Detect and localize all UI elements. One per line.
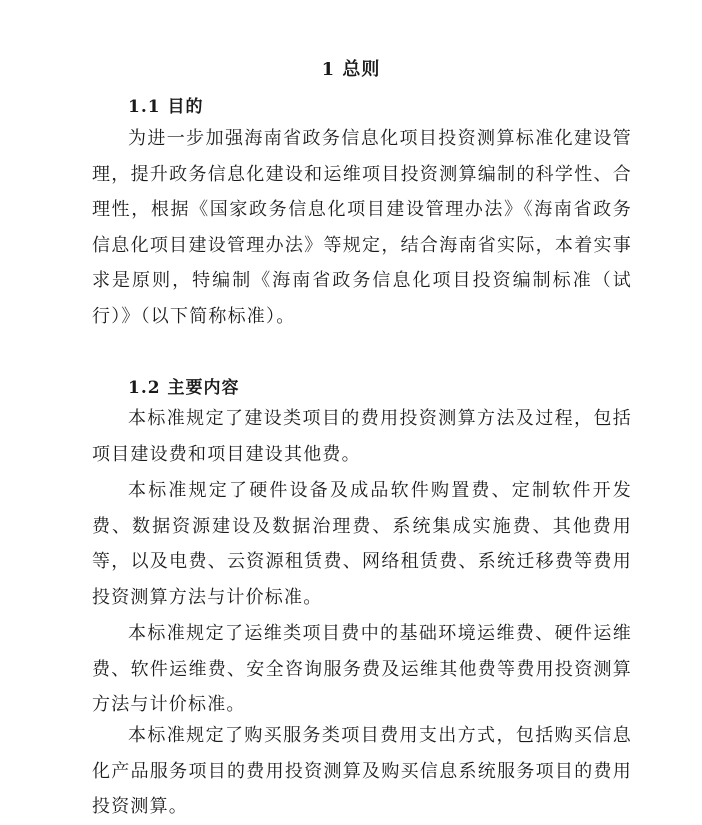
- paragraph-operations-costs: 本标准规定了运维类项目费中的基础环境运维费、硬件运维费、软件运维费、安全咨询服务费及运维其他费等费用投资测算方法与计价标准。: [92, 623, 632, 715]
- section-heading-purpose: 1.1 目的: [128, 97, 204, 117]
- section-heading-main-content: 1.2 主要内容: [128, 378, 240, 398]
- paragraph-purchase-services: 本标准规定了购买服务类项目费用支出方式，包括购买信息化产品服务项目的费用投资测算及购买信息系统服务项目的费用投资测算。: [92, 725, 632, 817]
- chapter-title: 1 总则: [321, 59, 381, 80]
- paragraph-construction-projects: 本标准规定了建设类项目的费用投资测算方法及过程，包括项目建设费和项目建设其他费。: [92, 408, 632, 465]
- paragraph-hardware-software-costs: 本标准规定了硬件设备及成品软件购置费、定制软件开发费、数据资源建设及数据治理费、系统集成实施费、其他费用等，以及电费、云资源租赁费、网络租赁费、系统迁移费等费用投资测算方法与计价标准。: [92, 480, 632, 608]
- paragraph-purpose: 为进一步加强海南省政务信息化项目投资测算标准化建设管理，提升政务信息化建设和运维项目投资测算编制的科学性、合理性，根据《国家政务信息化项目建设管理办法》《海南省政务信息化项目建设管理办法》等规定，结合海南省实际，本着实事求是原则，特编制《海南省政务信息化项目投资编制标准（试行）》（以下简称标准）。: [92, 128, 632, 327]
